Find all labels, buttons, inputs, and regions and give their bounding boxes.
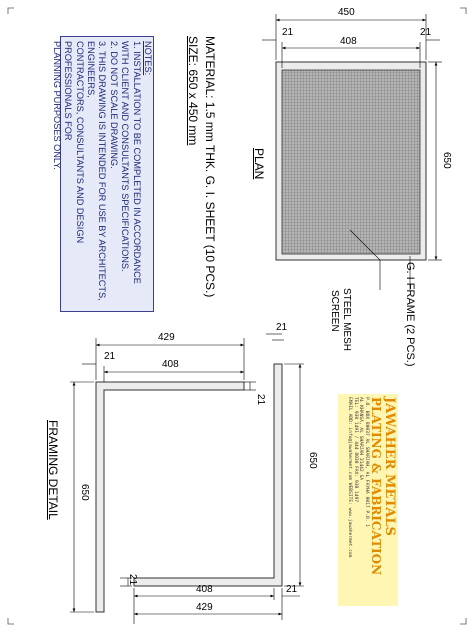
dim-height-left: 650 bbox=[79, 484, 90, 501]
plan-title: PLAN bbox=[252, 148, 266, 180]
plan-frame bbox=[276, 62, 426, 260]
material-spec: MATERIAL: 1.5 mm THK. G. I. SHEET (10 PCS.) bbox=[203, 36, 217, 298]
dim-top-right-border: 21 bbox=[276, 322, 288, 333]
dim-thickness-bottom: 21 bbox=[127, 574, 138, 586]
company-address-line: AL KHANSA, AL SHARJAH 31442 SA bbox=[358, 397, 364, 480]
mesh-label-line1: STEEL MESH bbox=[341, 288, 352, 351]
note-line: 1. INSTALLATION TO BE COMPLETED IN ACCORDANCE bbox=[131, 41, 142, 284]
notes-title: NOTES: bbox=[143, 41, 153, 76]
steel-mesh-screen bbox=[282, 70, 420, 254]
dim-plan-height: 650 bbox=[441, 152, 452, 169]
company-logo-block bbox=[338, 394, 398, 606]
company-logo bbox=[347, 397, 396, 603]
note-line: 3. THIS DRAWING IS INTENDED FOR USE BY ARCHITECTS, ENGINEERS, bbox=[85, 41, 108, 301]
mesh-label-line2: SCREEN bbox=[329, 290, 340, 332]
company-contact-line: TEL: 930 1491 / 444 8030 FAX: 930 1497 bbox=[352, 397, 358, 503]
dim-thickness-top: 21 bbox=[255, 394, 266, 406]
dim-inner-width: 408 bbox=[340, 36, 357, 47]
dim-border-left: 21 bbox=[282, 27, 294, 38]
size-spec: SIZE: 650 x 450 mm bbox=[186, 36, 200, 146]
note-line: WITH CLIENT AND CONSULTANTS SPECIFICATIONS. bbox=[120, 41, 131, 272]
dim-top-border: 21 bbox=[104, 351, 116, 362]
dim-border-right: 21 bbox=[420, 27, 432, 38]
framing-title: FRAMING DETAIL bbox=[46, 420, 60, 520]
note-line: PLANNING PURPOSES ONLY. bbox=[51, 41, 62, 170]
dim-top-inner: 408 bbox=[162, 359, 179, 370]
note-line: CONTRACTORS, CONSULTANTS AND DESIGN PROFESSIONALS FOR bbox=[63, 41, 85, 244]
dim-bottom-border: 21 bbox=[286, 584, 298, 595]
company-contact-line: EMAIL ADD: info@jawahermet.com WEBSITE: www.jawahermet.com bbox=[347, 397, 353, 558]
company-address-line: P.O. BOX 80037 AL SHARJAH, AL FAYHA 0017 P.O. 1 bbox=[364, 397, 369, 527]
dim-bottom-overall: 429 bbox=[196, 602, 213, 613]
dim-bottom-inner: 408 bbox=[196, 584, 213, 595]
company-name-1: JAWAHER METALS bbox=[382, 397, 397, 536]
notes-box bbox=[51, 36, 154, 312]
dim-height-right: 650 bbox=[307, 452, 318, 469]
notes-content bbox=[50, 41, 153, 309]
dim-top-overall: 429 bbox=[158, 332, 175, 343]
note-line: 2. DO NOT SCALE DRAWING. bbox=[108, 41, 119, 169]
company-name-2: PLATING & FABRICATION bbox=[369, 397, 383, 576]
frame-label: G. I FRAME (2 PCS.) bbox=[404, 262, 416, 367]
dim-overall-width: 450 bbox=[338, 7, 355, 18]
